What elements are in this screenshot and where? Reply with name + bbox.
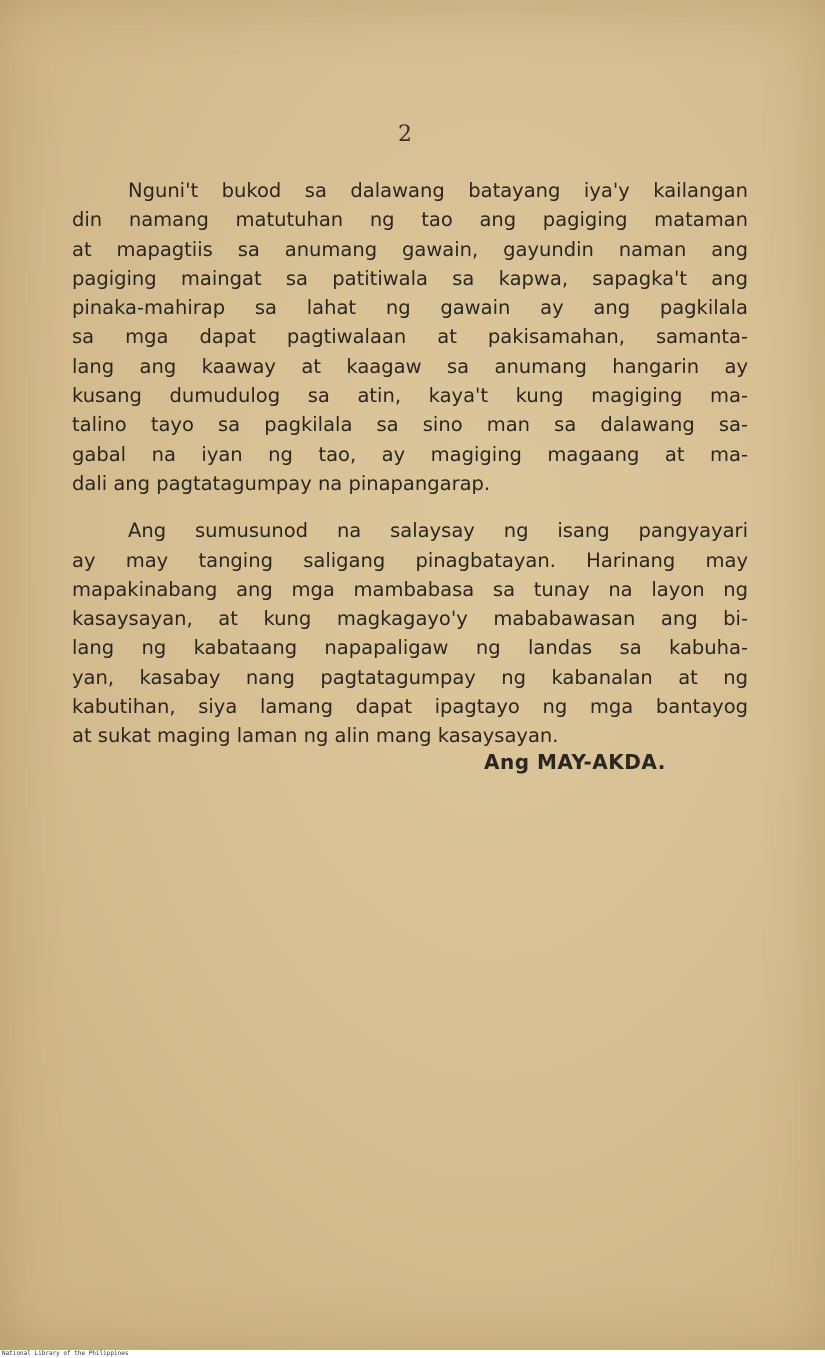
text-line: gabal na iyan ng tao, ay magiging magaang at ma- bbox=[72, 442, 748, 466]
paragraph-2 bbox=[72, 516, 748, 750]
text-line: kabutihan, siya lamang dapat ipagtayo ng mga bantayog bbox=[72, 695, 748, 719]
paragraph-gap bbox=[72, 498, 748, 516]
author-signature: Ang MAY-AKDA. bbox=[484, 750, 666, 774]
body-text bbox=[72, 176, 748, 751]
text-line: lang ng kabataang napapaligaw ng landas sa kabuha- bbox=[72, 636, 748, 660]
paragraph-1 bbox=[72, 176, 748, 498]
text-line: ay may tanging saligang pinagbatayan. Harinang may bbox=[72, 548, 748, 572]
text-line: Nguni't bukod sa dalawang batayang iya'y kailangan bbox=[128, 179, 748, 202]
text-line: lang ang kaaway at kaagaw sa anumang hangarin ay bbox=[72, 354, 748, 378]
page-number: 2 bbox=[398, 122, 412, 147]
library-credit: National Library of the Philippines bbox=[0, 1350, 825, 1358]
text-line: pinaka-mahirap sa lahat ng gawain ay ang pagkilala bbox=[72, 296, 748, 320]
text-line: talino tayo sa pagkilala sa sino man sa dalawang sa- bbox=[72, 413, 748, 437]
text-line: kasaysayan, at kung magkagayo'y mababawasan ang bi- bbox=[72, 607, 748, 631]
text-line: mapakinabang ang mga mambabasa sa tunay na layon ng bbox=[72, 577, 748, 601]
text-line: yan, kasabay nang pagtatagumpay ng kabanalan at ng bbox=[72, 665, 748, 689]
text-line: pagiging maingat sa patitiwala sa kapwa, sapagka't ang bbox=[72, 266, 748, 290]
text-line: din namang matutuhan ng tao ang pagiging mataman bbox=[72, 208, 748, 232]
text-line: dali ang pagtatagumpay na pinapangarap. bbox=[72, 471, 491, 495]
text-line: sa mga dapat pagtiwalaan at pakisamahan, samanta- bbox=[72, 325, 748, 349]
text-line: at mapagtiis sa anumang gawain, gayundin naman ang bbox=[72, 237, 748, 261]
text-line: Ang sumusunod na salaysay ng isang pangyayari bbox=[128, 519, 748, 543]
text-line: at sukat maging laman ng alin mang kasaysayan. bbox=[72, 724, 559, 748]
text-line: kusang dumudulog sa atin, kaya't kung magiging ma- bbox=[72, 384, 748, 408]
